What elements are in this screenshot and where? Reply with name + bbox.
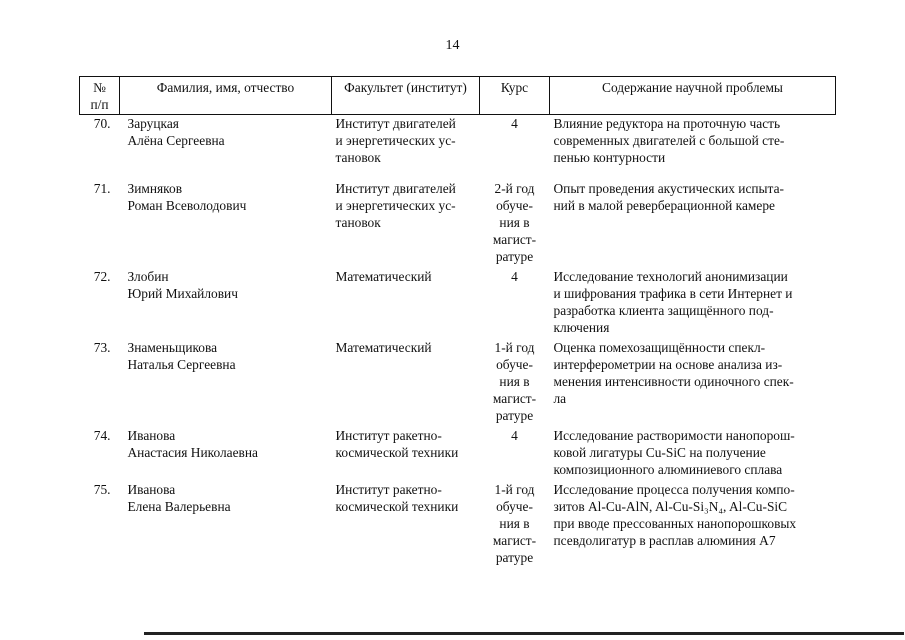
header-num-line1: № — [93, 80, 106, 95]
row-course-line: ратуре — [495, 408, 534, 423]
row-topic-line: ла — [553, 391, 567, 406]
page-number: 14 — [445, 38, 460, 53]
row-topic-line: Исследование технологий анонимизации — [553, 269, 788, 284]
row-topic-line: псевдолигатур в расплав алюминия А7 — [553, 533, 776, 548]
row-topic — [550, 115, 836, 181]
row-surname: Злобин — [127, 269, 169, 284]
row-course-line: 1-й год — [494, 482, 535, 497]
row-topic-line: ковой лигатуры Cu-SiC на получение — [553, 445, 766, 460]
table-row — [80, 115, 836, 181]
row-course-line: обуче- — [496, 499, 533, 514]
table-row — [80, 481, 836, 566]
header-num — [80, 77, 120, 115]
row-course — [480, 481, 550, 566]
table-row — [80, 339, 836, 427]
row-topic-line: зитов Al-Cu-AlN, Al-Cu-Si₃N₄, Al-Cu-SiC — [553, 499, 788, 514]
row-course — [480, 339, 550, 427]
row-number-text: 72. — [93, 269, 111, 284]
row-fullname — [120, 268, 332, 339]
row-faculty-line: и энергетических ус- — [335, 198, 456, 213]
row-number — [80, 115, 120, 181]
row-faculty-line: Математический — [335, 269, 432, 284]
row-number-text: 73. — [93, 340, 111, 355]
row-topic-line: ний в малой реверберационной камере — [553, 198, 775, 213]
row-fullname — [120, 180, 332, 268]
row-course-line: 4 — [511, 269, 518, 284]
row-topic-line: Оценка помехозащищённости спекл- — [553, 340, 766, 355]
row-course-line: магист- — [492, 232, 537, 247]
row-surname: Иванова — [127, 482, 176, 497]
row-topic-line: разработка клиента защищённого под- — [553, 303, 774, 318]
row-topic-line: композиционного алюминиевого сплава — [553, 462, 783, 477]
row-faculty — [332, 268, 480, 339]
row-number — [80, 427, 120, 481]
row-number-text: 70. — [93, 116, 111, 131]
row-fullname — [120, 481, 332, 566]
row-course-line: ратуре — [495, 249, 534, 264]
row-faculty — [332, 339, 480, 427]
row-faculty-line: Математический — [335, 340, 432, 355]
row-fullname — [120, 339, 332, 427]
row-course-line: ратуре — [495, 550, 534, 565]
row-course-line: магист- — [492, 533, 537, 548]
row-faculty-line: Институт ракетно- — [335, 482, 442, 497]
scan-edge-line — [144, 632, 904, 635]
row-faculty-line: тановок — [335, 215, 381, 230]
row-given-names: Роман Всеволодович — [127, 198, 247, 213]
table-row — [80, 268, 836, 339]
row-course-line: обуче- — [496, 198, 533, 213]
row-topic-line: пенью контурности — [553, 150, 666, 165]
row-course — [480, 268, 550, 339]
row-given-names: Алёна Сергеевна — [127, 133, 225, 148]
row-surname: Знаменьщикова — [127, 340, 218, 355]
row-topic-line: при вводе прессованных нанопорошковых — [553, 516, 797, 531]
row-course-line: ния в — [499, 516, 530, 531]
row-number — [80, 481, 120, 566]
header-topic: Содержание научной проблемы — [550, 77, 836, 115]
row-topic-line: Исследование растворимости нанопорош- — [553, 428, 795, 443]
row-number-text: 74. — [93, 428, 111, 443]
row-fullname — [120, 427, 332, 481]
row-course-line: магист- — [492, 391, 537, 406]
row-course-line: ния в — [499, 215, 530, 230]
row-faculty — [332, 180, 480, 268]
row-course-line: 1-й год — [494, 340, 535, 355]
row-course — [480, 180, 550, 268]
header-faculty: Факультет (институт) — [332, 77, 480, 115]
row-topic-line: Влияние редуктора на проточную часть — [553, 116, 781, 131]
row-topic — [550, 180, 836, 268]
row-faculty-line: и энергетических ус- — [335, 133, 456, 148]
row-faculty-line: Институт двигателей — [335, 116, 456, 131]
row-topic-line: менения интенсивности одиночного спек- — [553, 374, 794, 389]
row-faculty-line: тановок — [335, 150, 381, 165]
row-faculty-line: космической техники — [335, 445, 459, 460]
row-surname: Иванова — [127, 428, 176, 443]
row-topic — [550, 481, 836, 566]
table-body — [80, 115, 836, 567]
row-topic-line: современных двигателей с большой сте- — [553, 133, 785, 148]
row-surname: Зимняков — [127, 181, 183, 196]
row-given-names: Наталья Сергеевна — [127, 357, 236, 372]
header-num-line2: п/п — [90, 97, 109, 112]
row-given-names: Елена Валерьевна — [127, 499, 231, 514]
row-number — [80, 180, 120, 268]
table-header — [80, 77, 836, 115]
row-course-line: 2-й год — [494, 181, 535, 196]
row-given-names: Анастасия Николаевна — [127, 445, 258, 460]
row-topic — [550, 427, 836, 481]
row-topic-line: ключения — [553, 320, 610, 335]
header-course: Курс — [480, 77, 550, 115]
row-faculty — [332, 481, 480, 566]
row-faculty-line: Институт ракетно- — [335, 428, 442, 443]
row-course — [480, 427, 550, 481]
row-number-text: 75. — [93, 482, 111, 497]
row-surname: Заруцкая — [127, 116, 179, 131]
row-topic-line: интерферометрии на основе анализа из- — [553, 357, 783, 372]
header-name: Фамилия, имя, отчество — [120, 77, 332, 115]
row-faculty — [332, 115, 480, 181]
row-faculty-line: Институт двигателей — [335, 181, 456, 196]
students-table — [79, 76, 836, 566]
row-number — [80, 268, 120, 339]
row-number — [80, 339, 120, 427]
row-course-line: ния в — [499, 374, 530, 389]
row-course — [480, 115, 550, 181]
row-course-line: обуче- — [496, 357, 533, 372]
row-topic — [550, 268, 836, 339]
row-course-line: 4 — [511, 116, 518, 131]
row-given-names: Юрий Михайлович — [127, 286, 238, 301]
table-row — [80, 180, 836, 268]
row-number-text: 71. — [93, 181, 111, 196]
row-topic-line: и шифрования трафика в сети Интернет и — [553, 286, 793, 301]
row-topic-line: Исследование процесса получения компо- — [553, 482, 795, 497]
row-faculty — [332, 427, 480, 481]
row-faculty-line: космической техники — [335, 499, 459, 514]
row-topic — [550, 339, 836, 427]
row-topic-line: Опыт проведения акустических испыта- — [553, 181, 784, 196]
row-course-line: 4 — [511, 428, 518, 443]
row-fullname — [120, 115, 332, 181]
table-row — [80, 427, 836, 481]
